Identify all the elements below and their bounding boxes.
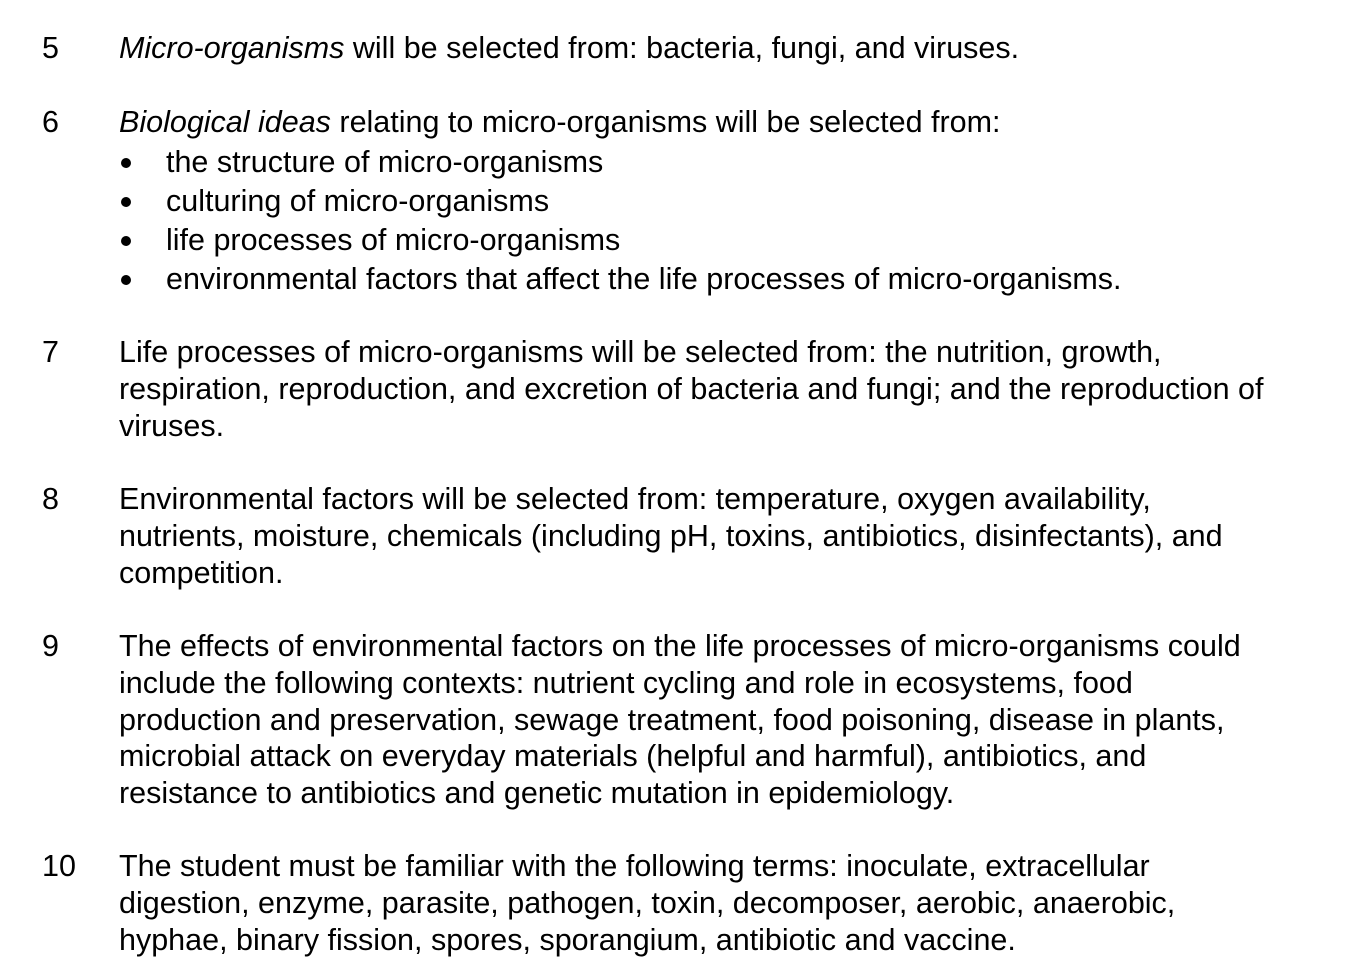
item-text: Life processes of micro-organisms will be selected from: the nutrition, growth, respiration, reproduction, and excretion of bacteria and fungi; and the reproduction of viruses. bbox=[119, 335, 1264, 443]
item-text: The effects of environmental factors on the life processes of micro-organisms could include the following contexts: nutrient cycling and role in ecosystems, food production and preservation, sewage treatment, food poisoning, disease in plants, microbial attack on everyday materials (helpful and harmful), antibiotics, and resistance to antibiotics and genetic mutation in epidemiology. bbox=[119, 629, 1241, 811]
item-number: 6 bbox=[42, 105, 59, 139]
bullet-dot-icon bbox=[121, 275, 131, 285]
bullet-item: the structure of micro-organisms bbox=[119, 143, 1349, 182]
bullet-item: culturing of micro-organisms bbox=[119, 182, 1349, 221]
item-text: The student must be familiar with the following terms: inoculate, extracellular digestion, enzyme, parasite, pathogen, toxin, decomposer, aerobic, anaerobic, hyphae, binary fission, spores, sporangium, antibiotic and vaccine. bbox=[119, 849, 1176, 957]
item-text: Micro-organisms will be selected from: bacteria, fungi, and viruses. bbox=[119, 31, 1020, 65]
item-text: Biological ideas relating to micro-organisms will be selected from: the structure of micro-organisms culturing of micro-organisms life processes of micro-organisms environmental factors that affect the life processes of micro-organisms. bbox=[119, 104, 1349, 299]
italic-term: Biological ideas bbox=[119, 105, 331, 139]
bullet-dot-icon bbox=[121, 158, 131, 168]
bullet-item: life processes of micro-organisms bbox=[119, 221, 1349, 260]
bullet-list bbox=[119, 143, 1349, 299]
item-number: 10 bbox=[42, 849, 76, 883]
item-text: Environmental factors will be selected from: temperature, oxygen availability, nutrients, moisture, chemicals (including pH, toxins, antibiotics, disinfectants), and competition. bbox=[119, 482, 1223, 590]
bullet-dot-icon bbox=[121, 197, 131, 207]
item-number: 7 bbox=[42, 335, 59, 369]
italic-term: Micro-organisms bbox=[119, 31, 345, 65]
item-number: 5 bbox=[42, 31, 59, 65]
item-number: 8 bbox=[42, 482, 59, 516]
bullet-item: environmental factors that affect the life processes of micro-organisms. bbox=[119, 260, 1349, 299]
bullet-dot-icon bbox=[121, 236, 131, 246]
item-number: 9 bbox=[42, 629, 59, 663]
